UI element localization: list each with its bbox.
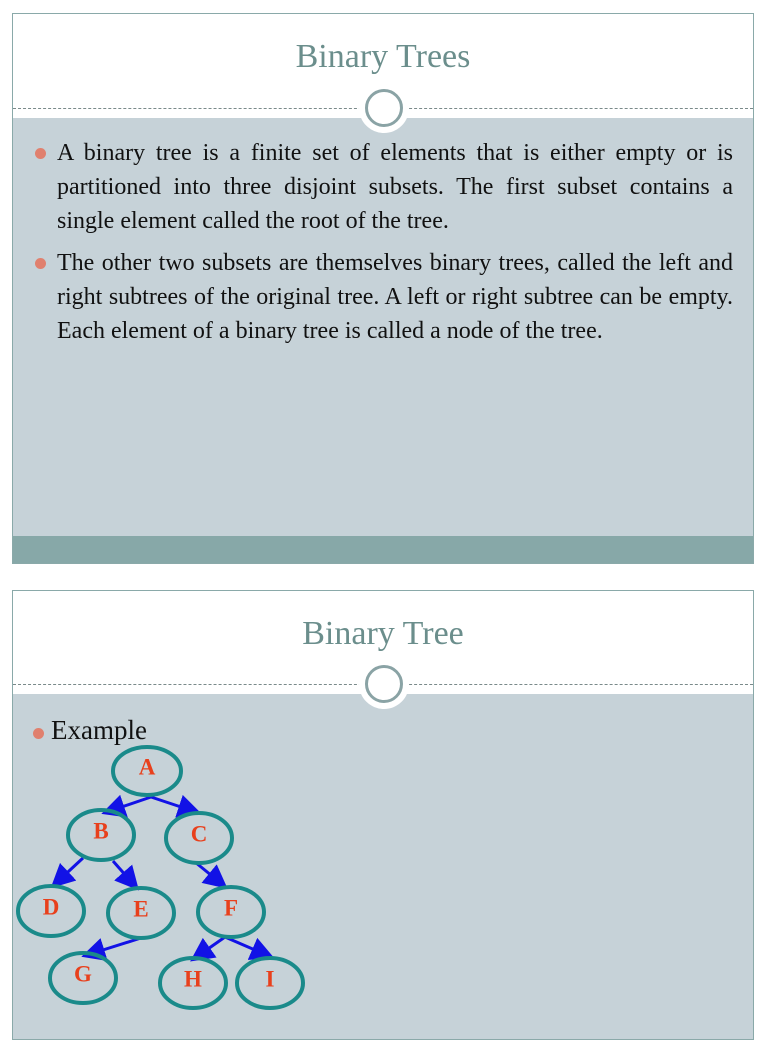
tree-node-label: F — [223, 895, 239, 921]
tree-node-label: A — [138, 754, 156, 780]
slide-binary-trees — [12, 13, 754, 564]
bullet-list — [33, 136, 733, 356]
ring-ornament-icon — [359, 83, 409, 133]
slide-footer-bar — [13, 536, 753, 563]
tree-edge-b-d — [55, 858, 83, 884]
tree-node-label: H — [184, 966, 202, 992]
slide-header — [13, 14, 753, 118]
tree-node-e — [108, 888, 174, 938]
bullet-text: The other two subsets are themselves binary trees, called the left and right subtrees of the original tree. A left or right subtree can be empty. Each element of a binary tree is called a node of the tree. — [57, 250, 733, 344]
binary-tree-diagram — [13, 591, 754, 1040]
tree-node-label: G — [74, 961, 92, 987]
tree-node-b — [68, 810, 134, 860]
tree-edge-c-f — [195, 862, 223, 885]
bullet-item — [33, 136, 733, 238]
tree-edge-a-c — [151, 797, 196, 812]
tree-edge-e-g — [87, 938, 141, 955]
tree-node-c — [166, 813, 232, 863]
tree-edge-f-i — [225, 937, 269, 956]
bullet-item — [33, 246, 733, 348]
bullet-dot-icon — [35, 258, 46, 269]
tree-node-label: B — [93, 818, 109, 844]
tree-node-label: I — [265, 966, 275, 992]
bullet-text: A binary tree is a finite set of elements that is either empty or is partitioned into three disjoint subsets. The first subset contains a single element called the root of the tree. — [57, 140, 733, 234]
tree-node-label: C — [190, 821, 208, 847]
tree-node-g — [50, 953, 116, 1003]
tree-node-label: D — [42, 894, 60, 920]
tree-edge-b-e — [113, 861, 135, 886]
tree-node-a — [113, 747, 181, 795]
slide-title: Binary Tree — [302, 615, 464, 652]
tree-node-label: E — [133, 896, 149, 922]
tree-edge-f-h — [195, 937, 225, 958]
slide-title: Binary Trees — [295, 38, 471, 75]
tree-node-i — [237, 958, 303, 1008]
bullet-dot-icon — [35, 148, 46, 159]
tree-node-d — [18, 886, 84, 936]
example-label: Example — [51, 715, 147, 745]
tree-node-h — [160, 958, 226, 1008]
slide-binary-tree-example — [12, 590, 754, 1040]
tree-node-f — [198, 887, 264, 937]
